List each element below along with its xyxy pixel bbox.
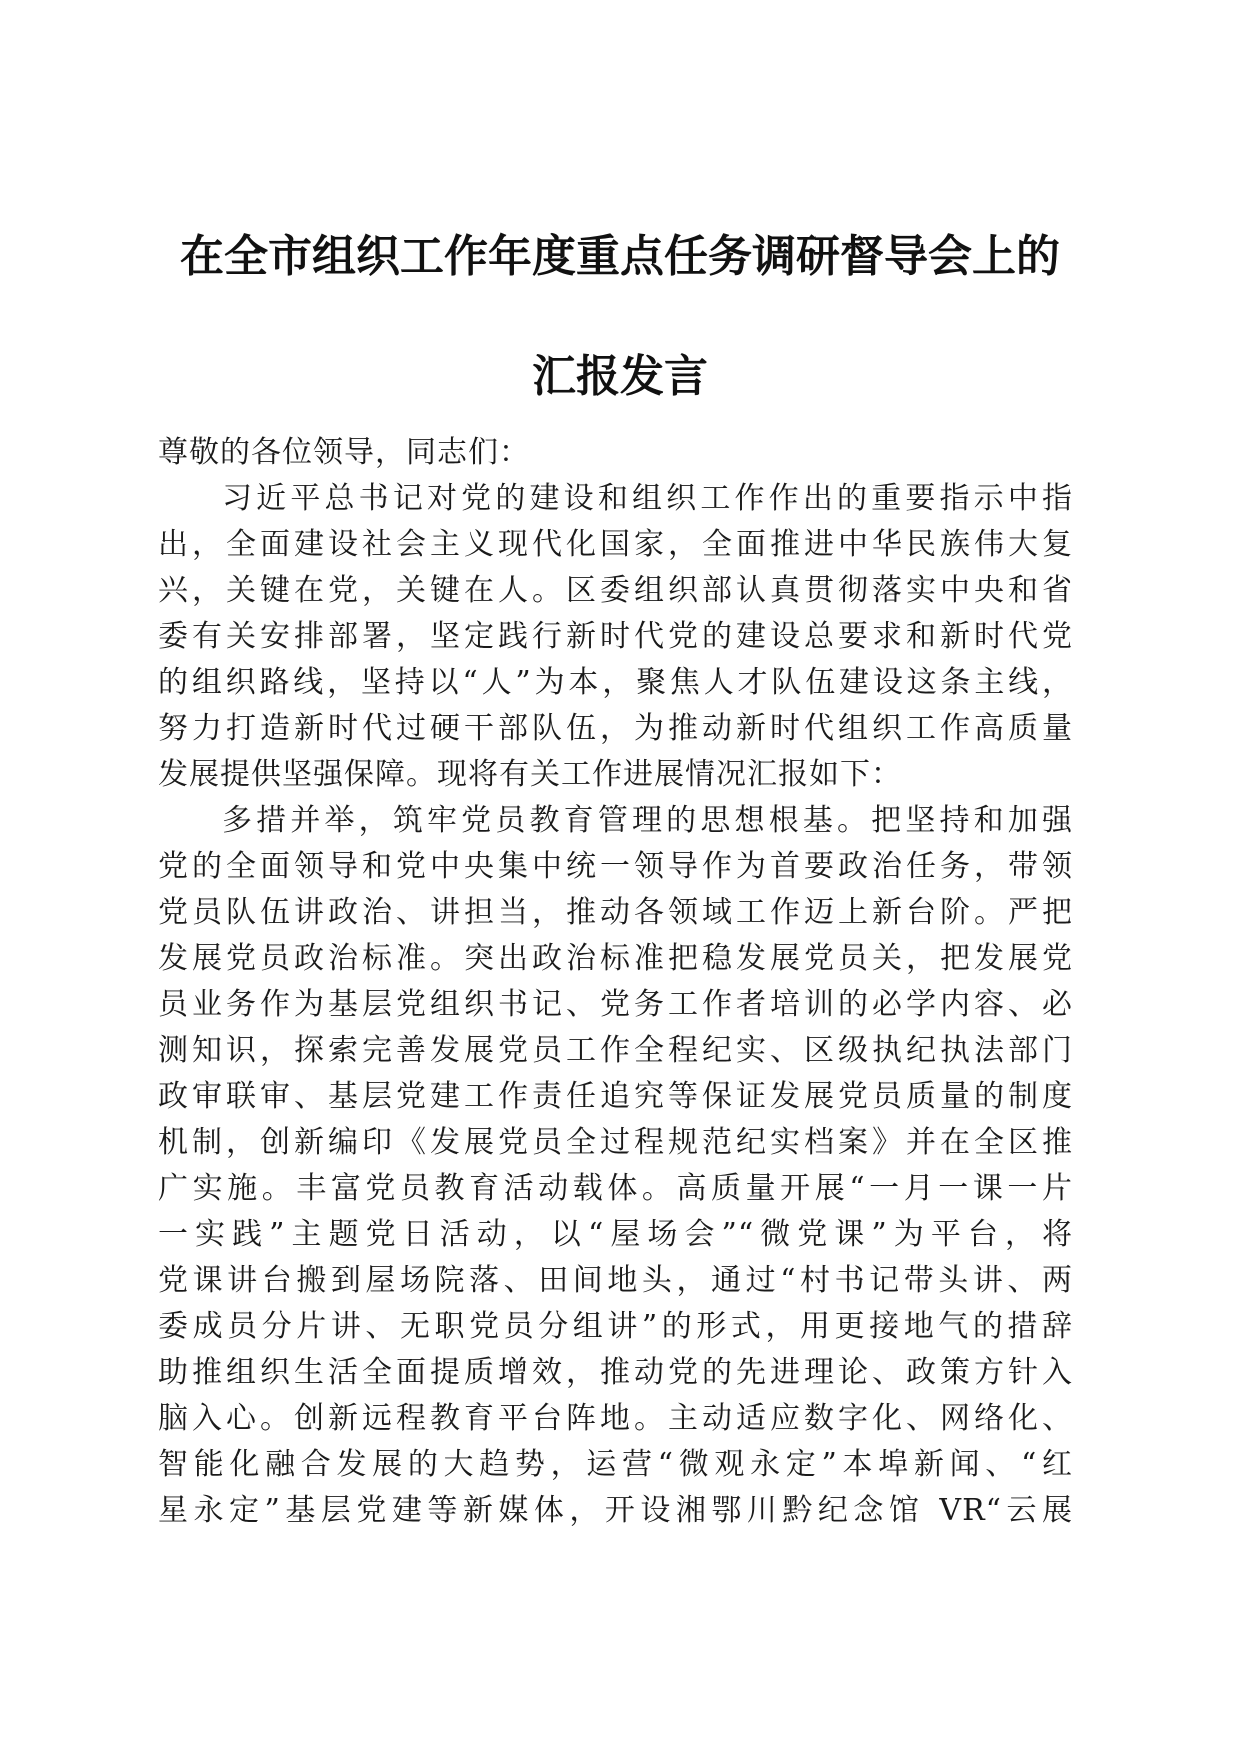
body-line: 多措并举，筑牢党员教育管理的思想根基。把坚持和加强 xyxy=(222,803,1073,838)
body-line: 党员队伍讲政治、讲担当，推动各领域工作迈上新台阶。严把 xyxy=(158,895,1073,930)
body-line: 助推组织生活全面提质增效，推动党的先进理论、政策方针入 xyxy=(158,1355,1073,1390)
body-line: 广实施。丰富党员教育活动载体。高质量开展“一月一课一片 xyxy=(158,1171,1073,1206)
body-line: 的组织路线，坚持以“人”为本，聚焦人才队伍建设这条主线， xyxy=(158,665,1073,700)
body-line: 出，全面建设社会主义现代化国家，全面推进中华民族伟大复 xyxy=(158,527,1073,562)
body-line: 委有关安排部署，坚定践行新时代党的建设总要求和新时代党 xyxy=(158,619,1073,654)
body-line: 发展党员政治标准。突出政治标准把稳发展党员关，把发展党 xyxy=(158,941,1073,976)
body-line: 兴，关键在党，关键在人。区委组织部认真贯彻落实中央和省 xyxy=(158,573,1073,608)
body-line: 努力打造新时代过硬干部队伍，为推动新时代组织工作高质量 xyxy=(158,711,1073,746)
body-line: 一实践”主题党日活动，以“屋场会”“微党课”为平台，将 xyxy=(158,1217,1073,1252)
salutation-line: 尊敬的各位领导，同志们： xyxy=(158,435,530,470)
body-line: 习近平总书记对党的建设和组织工作作出的重要指示中指 xyxy=(222,481,1073,516)
document-title-line-2: 汇报发言 xyxy=(532,351,708,402)
body-line: 委成员分片讲、无职党员分组讲”的形式，用更接地气的措辞 xyxy=(158,1309,1073,1344)
body-line: 测知识，探索完善发展党员工作全程纪实、区级执纪执法部门 xyxy=(158,1033,1073,1068)
body-line: 党的全面领导和党中央集中统一领导作为首要政治任务，带领 xyxy=(158,849,1073,884)
body-line: 党课讲台搬到屋场院落、田间地头，通过“村书记带头讲、两 xyxy=(158,1263,1073,1298)
body-line: 智能化融合发展的大趋势，运营“微观永定”本埠新闻、“红 xyxy=(158,1447,1073,1482)
body-line: 政审联审、基层党建工作责任追究等保证发展党员质量的制度 xyxy=(158,1079,1073,1114)
document-title-line-1: 在全市组织工作年度重点任务调研督导会上的 xyxy=(180,231,1060,282)
body-line: 员业务作为基层党组织书记、党务工作者培训的必学内容、必 xyxy=(158,987,1073,1022)
body-line: 机制，创新编印《发展党员全过程规范纪实档案》并在全区推 xyxy=(158,1125,1073,1160)
body-line: 脑入心。创新远程教育平台阵地。主动适应数字化、网络化、 xyxy=(158,1401,1073,1436)
body-line: 发展提供坚强保障。现将有关工作进展情况汇报如下： xyxy=(158,757,902,792)
body-line: 星永定”基层党建等新媒体，开设湘鄂川黔纪念馆 VR“云展 xyxy=(158,1493,1073,1528)
